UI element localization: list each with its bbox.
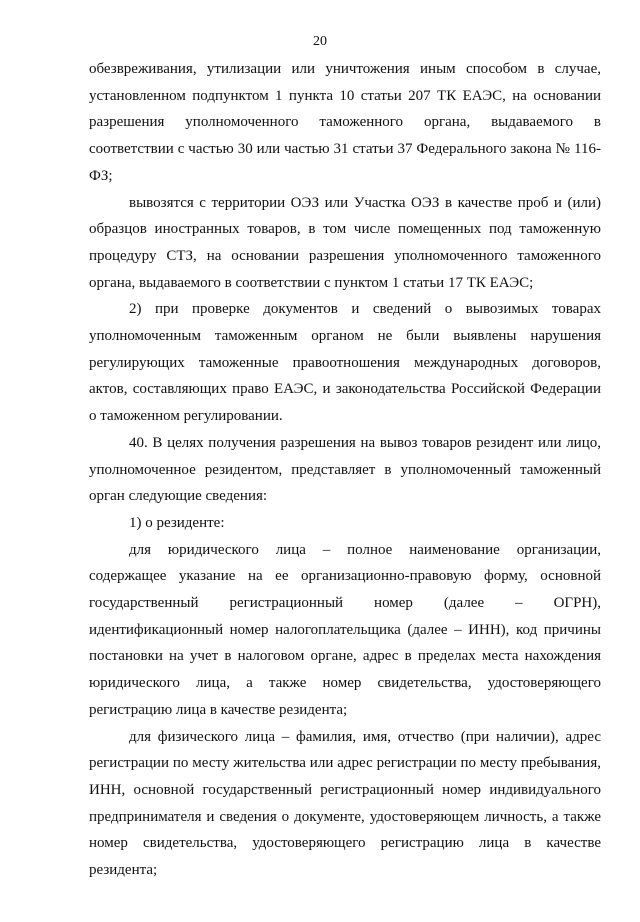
paragraph-item-2: 2) при проверке документов и сведений о вывозимых товарах уполномоченным таможенным органом не были выявлены нарушения регулирующих таможенные правоотношения международных договоров, актов, составляющих право ЕАЭС, и законодательства Российской Федерации о таможенном регулировании. [89, 301, 601, 425]
paragraph-continuation: обезвреживания, утилизации или уничтожения иным способом в случае, установленном подпунктом 1 пункта 10 статьи 207 ТК ЕАЭС, на основании разрешения уполномоченного таможенного органа, выдаваемого в соответствии с частью 30 или частью 31 статьи 37 Федерального закона № 116-ФЗ; [89, 61, 601, 184]
page-number: 20 [313, 34, 327, 49]
paragraph-item-1-resident: 1) о резиденте: [129, 514, 225, 531]
paragraph-40: 40. В целях получения разрешения на вывоз товаров резидент или лицо, уполномоченное резидентом, представляет в уполномоченный таможенный орган следующие сведения: [89, 434, 601, 505]
document-body [89, 56, 601, 884]
paragraph-individual: для физического лица – фамилия, имя, отчество (при наличии), адрес регистрации по месту жительства или адрес регистрации по месту пребывания, ИНН, основной государственный регистрационный номер индивидуального предпринимателя и сведения о документе, удостоверяющем личность, а также номер свидетельства, удостоверяющего регистрацию лица в качестве резидента; [89, 728, 601, 879]
paragraph-legal-entity: для юридического лица – полное наименование организации, содержащее указание на ее организационно-правовую форму, основной государственный регистрационный номер (далее – ОГРН), идентификационный номер налогоплательщика (далее – ИНН), код причины постановки на учет в налоговом органе, адрес в пределах места нахождения юридического лица, а также номер свидетельства, удостоверяющего регистрацию лица в качестве резидента; [89, 541, 601, 718]
paragraph-samples: вывозятся с территории ОЭЗ или Участка ОЭЗ в качестве проб и (или) образцов иностранных товаров, в том числе помещенных под таможенную процедуру СТЗ, на основании разрешения уполномоченного таможенного органа, выдаваемого в соответствии с пунктом 1 статьи 17 ТК ЕАЭС; [89, 194, 601, 291]
